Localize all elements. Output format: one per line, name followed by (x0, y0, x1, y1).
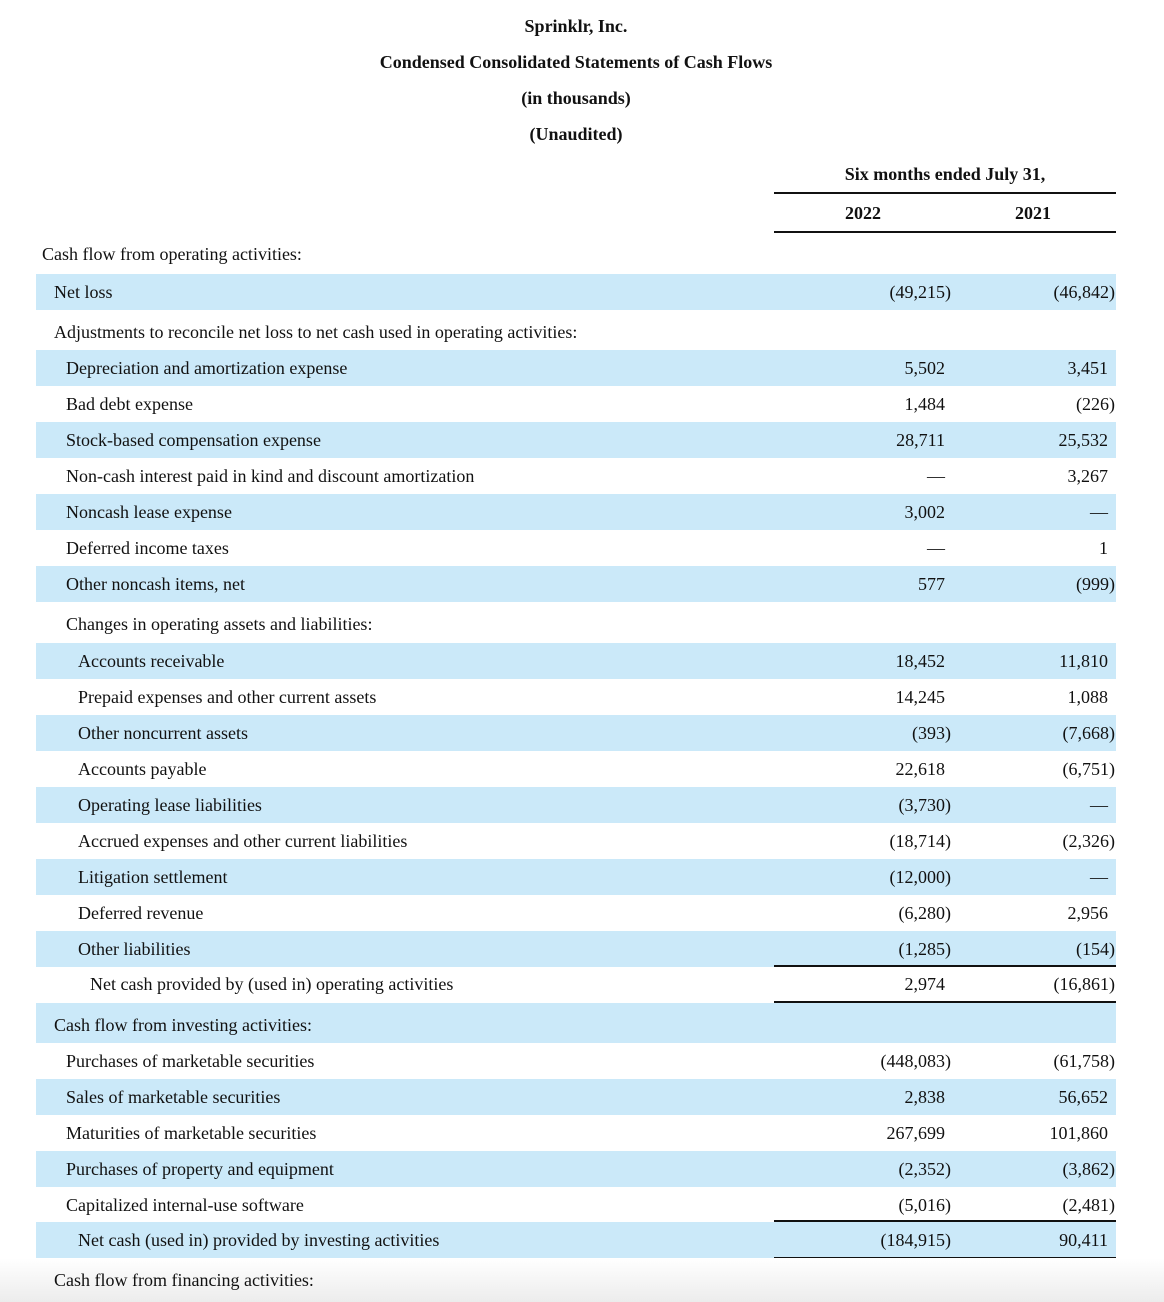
row-label: Depreciation and amortization expense (66, 358, 348, 378)
value-2021: 90,411 (1059, 1230, 1108, 1250)
value-2022: (49,215) (889, 282, 951, 302)
row-label: Deferred income taxes (66, 538, 229, 558)
table-row (36, 422, 1116, 458)
row-label: Other noncurrent assets (78, 723, 248, 743)
table-row (36, 274, 1116, 310)
value-2021: 56,652 (1058, 1087, 1108, 1107)
company-name: Sprinklr, Inc. (524, 16, 628, 36)
value-2021: (999) (1076, 574, 1115, 594)
row-label: Purchases of property and equipment (66, 1159, 334, 1179)
value-2021: (61,758) (1053, 1051, 1115, 1071)
table-row (36, 823, 1116, 859)
table-row (36, 859, 1116, 895)
row-label: Sales of marketable securities (66, 1087, 281, 1107)
value-2022: — (927, 538, 945, 558)
value-2021: 1 (1099, 538, 1108, 558)
row-label: Net cash (used in) provided by investing activities (78, 1230, 440, 1250)
table-row (36, 751, 1116, 787)
row-label: Accounts payable (78, 759, 207, 779)
statement-title: Condensed Consolidated Statements of Cash Flows (379, 52, 773, 72)
value-2022: (18,714) (889, 831, 951, 851)
value-2022: (448,083) (880, 1051, 951, 1071)
table-row (36, 1115, 1116, 1151)
value-2021: (3,862) (1062, 1159, 1115, 1179)
value-2022: (6,280) (898, 903, 951, 923)
value-2022: (12,000) (889, 867, 951, 887)
value-2022: 28,711 (896, 430, 945, 450)
value-2021: 3,451 (1067, 358, 1108, 378)
section-heading-operating: Cash flow from operating activities: (42, 244, 302, 264)
row-label: Other noncash items, net (66, 574, 245, 594)
value-2022: 5,502 (904, 358, 945, 378)
value-2021: (6,751) (1062, 759, 1115, 779)
subsection-heading-changes: Changes in operating assets and liabilities: (66, 614, 373, 634)
audit-status: (Unaudited) (529, 124, 623, 144)
table-row (36, 494, 1116, 530)
value-2022: (3,730) (898, 795, 951, 815)
value-2021: — (1090, 795, 1108, 815)
value-2022: 2,974 (904, 974, 945, 994)
value-2022: (2,352) (898, 1159, 951, 1179)
table-row (36, 530, 1116, 566)
row-label: Prepaid expenses and other current assets (78, 687, 377, 707)
table-row (36, 566, 1116, 602)
value-2022: (1,285) (898, 939, 951, 959)
table-row (36, 350, 1116, 386)
value-2022: 18,452 (895, 651, 945, 671)
value-2021: 3,267 (1067, 466, 1108, 486)
value-2022: 1,484 (904, 394, 945, 414)
table-row (36, 1079, 1116, 1115)
row-label: Net loss (54, 282, 113, 302)
value-2022: 22,618 (895, 759, 945, 779)
row-label: Capitalized internal-use software (66, 1195, 304, 1215)
year-2022-header: 2022 (845, 203, 881, 223)
value-2021: — (1090, 867, 1108, 887)
value-2021: 25,532 (1058, 430, 1108, 450)
value-2021: 11,810 (1059, 651, 1108, 671)
row-label: Non-cash interest paid in kind and discount amortization (66, 466, 475, 486)
table-row (36, 895, 1116, 931)
table-row (36, 787, 1116, 823)
value-2022: (393) (912, 723, 951, 743)
value-2022: — (927, 466, 945, 486)
value-2021: 101,860 (1049, 1123, 1108, 1143)
period-header: Six months ended July 31, (844, 164, 1046, 184)
row-label: Accounts receivable (78, 651, 225, 671)
row-label: Litigation settlement (78, 867, 228, 887)
value-2022: 577 (918, 574, 945, 594)
row-label: Stock-based compensation expense (66, 430, 321, 450)
table-row (36, 1151, 1116, 1187)
row-label: Other liabilities (78, 939, 191, 959)
header-rule-bottom (774, 231, 1116, 233)
table-row (36, 1043, 1116, 1079)
value-2021: (154) (1076, 939, 1115, 959)
value-2022: 3,002 (904, 502, 945, 522)
value-2021: (226) (1076, 394, 1115, 414)
value-2022: 267,699 (886, 1123, 945, 1143)
table-row (36, 931, 1116, 967)
table-row (36, 458, 1116, 494)
row-label: Net cash provided by (used in) operating activities (90, 974, 454, 994)
table-row (36, 679, 1116, 715)
row-label: Bad debt expense (66, 394, 193, 414)
value-2022: 2,838 (904, 1087, 945, 1107)
row-label: Maturities of marketable securities (66, 1123, 317, 1143)
value-2022: 14,245 (895, 687, 945, 707)
table-row (36, 1187, 1116, 1223)
value-2021: (16,861) (1053, 974, 1115, 994)
value-2021: (7,668) (1062, 723, 1115, 743)
table-row (36, 386, 1116, 422)
subtotal-row-investing (36, 1222, 1116, 1258)
value-2021: 2,956 (1067, 903, 1108, 923)
units-note: (in thousands) (521, 88, 631, 108)
table-row (36, 715, 1116, 751)
value-2022: (184,915) (880, 1230, 951, 1250)
header-rule-top (774, 192, 1116, 194)
year-2021-header: 2021 (1015, 203, 1051, 223)
table-row (36, 643, 1116, 679)
row-label: Noncash lease expense (66, 502, 232, 522)
subsection-heading-adjustments: Adjustments to reconcile net loss to net cash used in operating activities: (54, 322, 578, 342)
value-2021: 1,088 (1067, 687, 1108, 707)
row-label: Purchases of marketable securities (66, 1051, 315, 1071)
subtotal-row-operating (36, 966, 1116, 1002)
value-2021: — (1090, 502, 1108, 522)
value-2021: (2,481) (1062, 1195, 1115, 1215)
value-2021: (2,326) (1062, 831, 1115, 851)
section-heading-financing: Cash flow from financing activities: (54, 1270, 314, 1290)
row-label: Deferred revenue (78, 903, 204, 923)
row-label: Accrued expenses and other current liabilities (78, 831, 408, 851)
row-label: Operating lease liabilities (78, 795, 262, 815)
value-2021: (46,842) (1053, 282, 1115, 302)
section-heading-investing: Cash flow from investing activities: (36, 1003, 1116, 1043)
value-2022: (5,016) (898, 1195, 951, 1215)
